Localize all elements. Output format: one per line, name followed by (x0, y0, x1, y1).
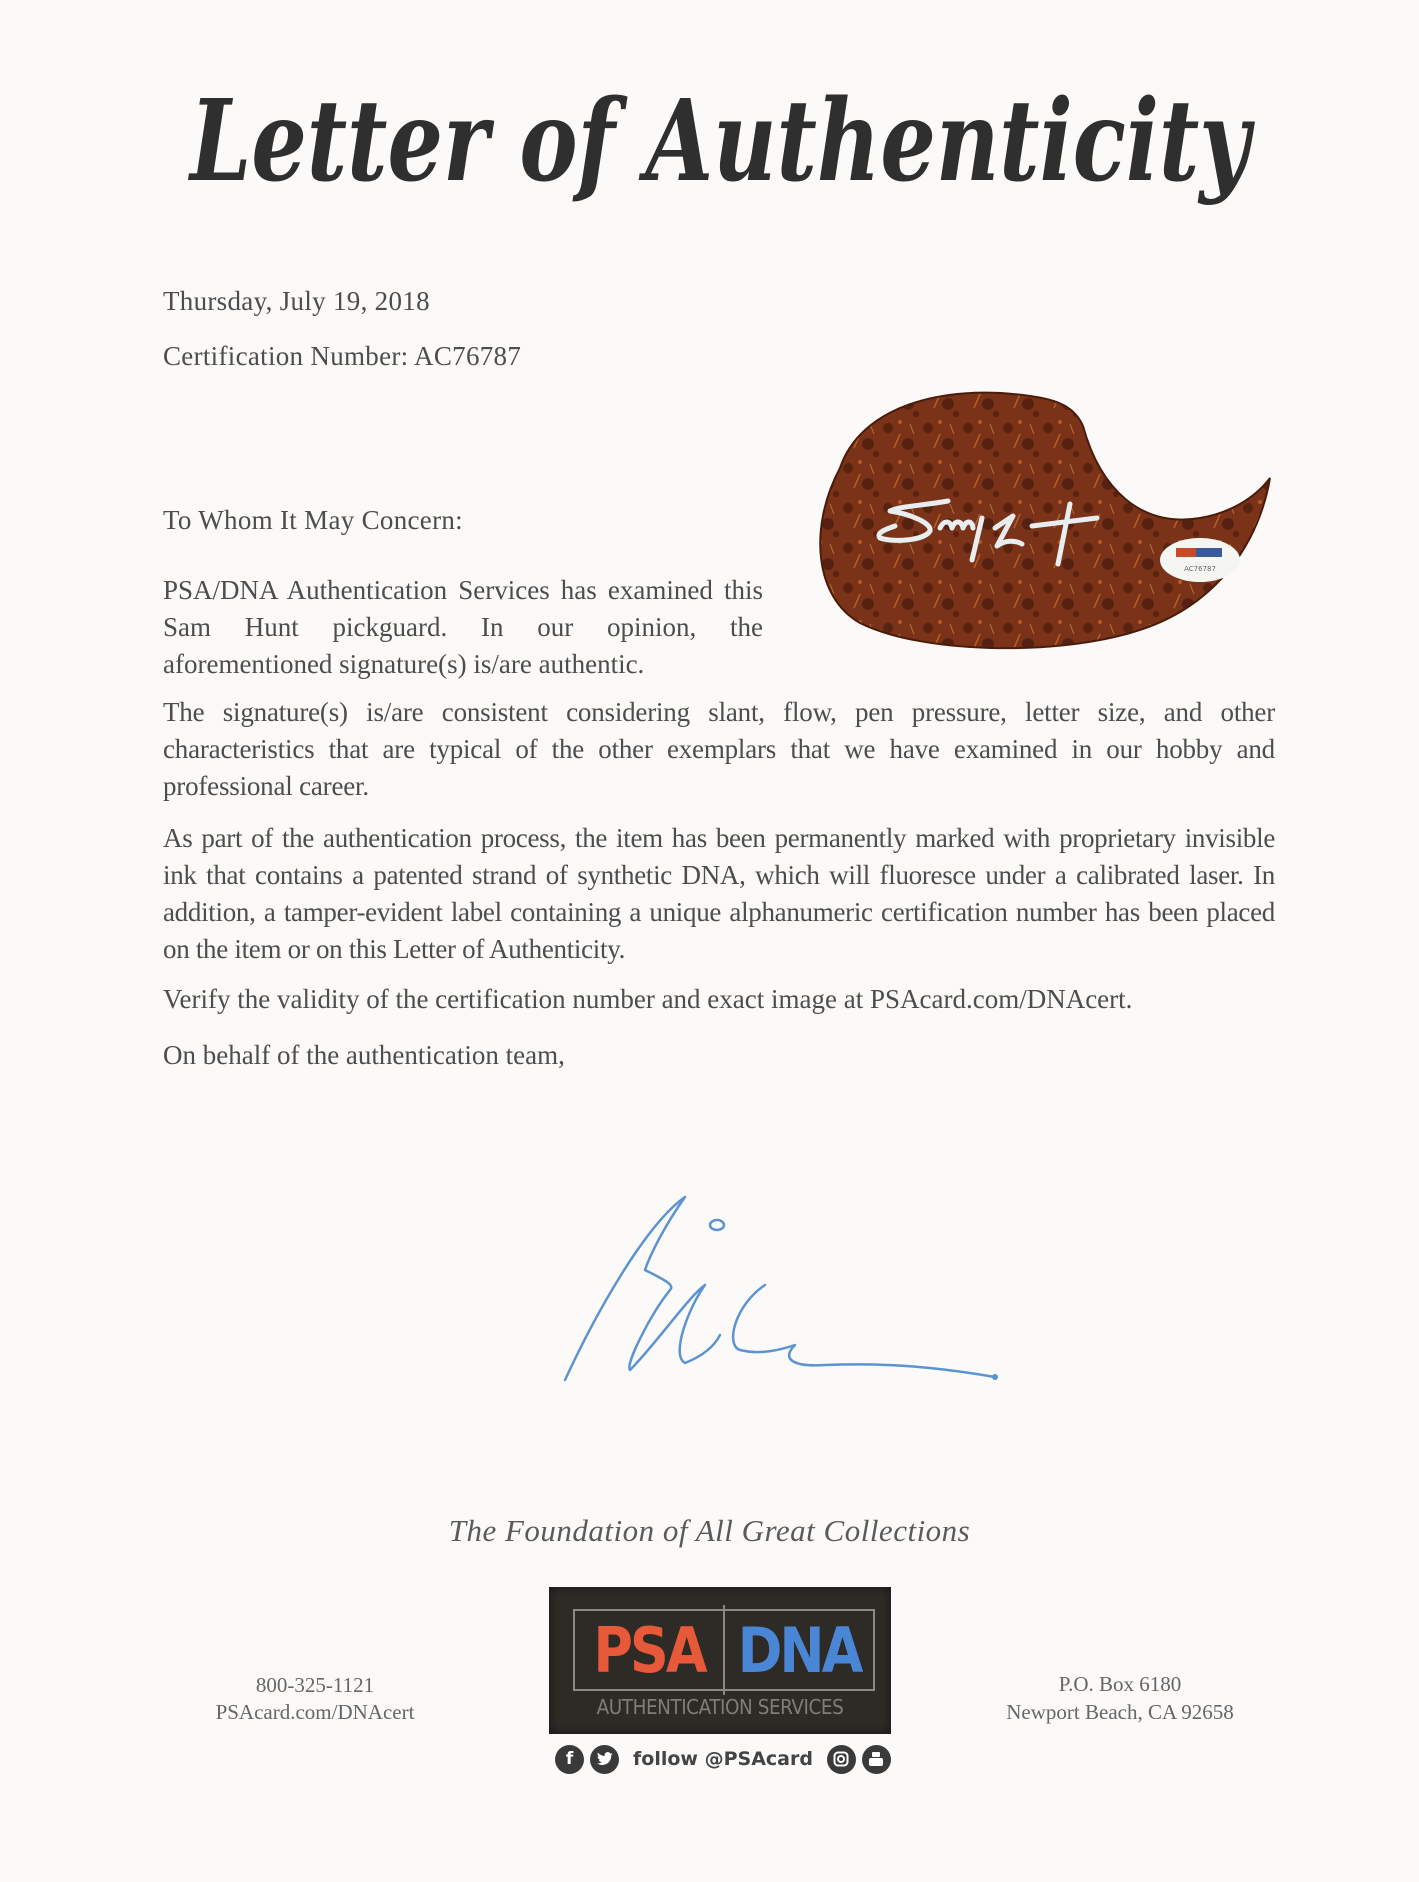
social-bar (553, 1742, 893, 1776)
letter-title-text: Letter of Authenticity (187, 76, 1256, 207)
pickguard-image (800, 378, 1280, 663)
youtube-icon[interactable] (862, 1745, 891, 1774)
paragraph-examination: PSA/DNA Authentication Services has examined this Sam Hunt pickguard. In our opinion, the aforementioned signature(s) is/are authentic. (163, 575, 763, 679)
paragraph-consistency: The signature(s) is/are consistent considering slant, flow, pen pressure, letter size, and other characteristics that are typical of the other exemplars that we have examined in our hobby and professional career. (163, 697, 1275, 801)
po-box: P.O. Box 6180 (1058, 1672, 1182, 1696)
instagram-icon[interactable] (827, 1745, 856, 1774)
contact-left (180, 1672, 450, 1726)
logo-subtitle: AUTHENTICATION SERVICES (596, 1695, 844, 1719)
paragraph-process: As part of the authentication process, the item has been permanently marked with proprietary invisible ink that contains a patented strand of synthetic DNA, which will fluoresce under a calibrated laser. In addition, a tamper-evident label containing a unique alphanumeric certification number has been placed on the item or on this Letter of Authenticity. (163, 823, 1275, 964)
follow-handle[interactable]: follow @PSAcard (633, 1748, 813, 1770)
contact-right (975, 1670, 1265, 1726)
logo-frame (573, 1609, 875, 1691)
authenticator-signature (555, 1185, 1015, 1400)
paragraph-verify: Verify the validity of the certification number and exact image at PSAcard.com/DNAcert. (163, 984, 1133, 1014)
pickguard-shape (820, 393, 1270, 649)
psa-dna-logo (549, 1587, 891, 1734)
closing-line: On behalf of the authentication team, (163, 1040, 565, 1070)
city-state-zip: Newport Beach, CA 92658 (1006, 1700, 1234, 1724)
twitter-icon[interactable] (590, 1745, 619, 1774)
authentication-sticker (1160, 538, 1240, 582)
svg-text:AC76787: AC76787 (1184, 565, 1216, 573)
website-link[interactable]: PSAcard.com/DNAcert (215, 1700, 415, 1724)
logo-dna-text: DNA (737, 1613, 861, 1687)
facebook-icon[interactable]: f (555, 1745, 584, 1774)
logo-psa-text: PSA (575, 1605, 725, 1695)
letter-date: Thursday, July 19, 2018 (163, 286, 430, 316)
phone-number: 800-325-1121 (255, 1673, 375, 1697)
salutation: To Whom It May Concern: (163, 505, 463, 535)
letter-title (180, 62, 1260, 232)
tagline: The Foundation of All Great Collections (448, 1513, 971, 1548)
certification-number: Certification Number: AC76787 (163, 341, 522, 371)
